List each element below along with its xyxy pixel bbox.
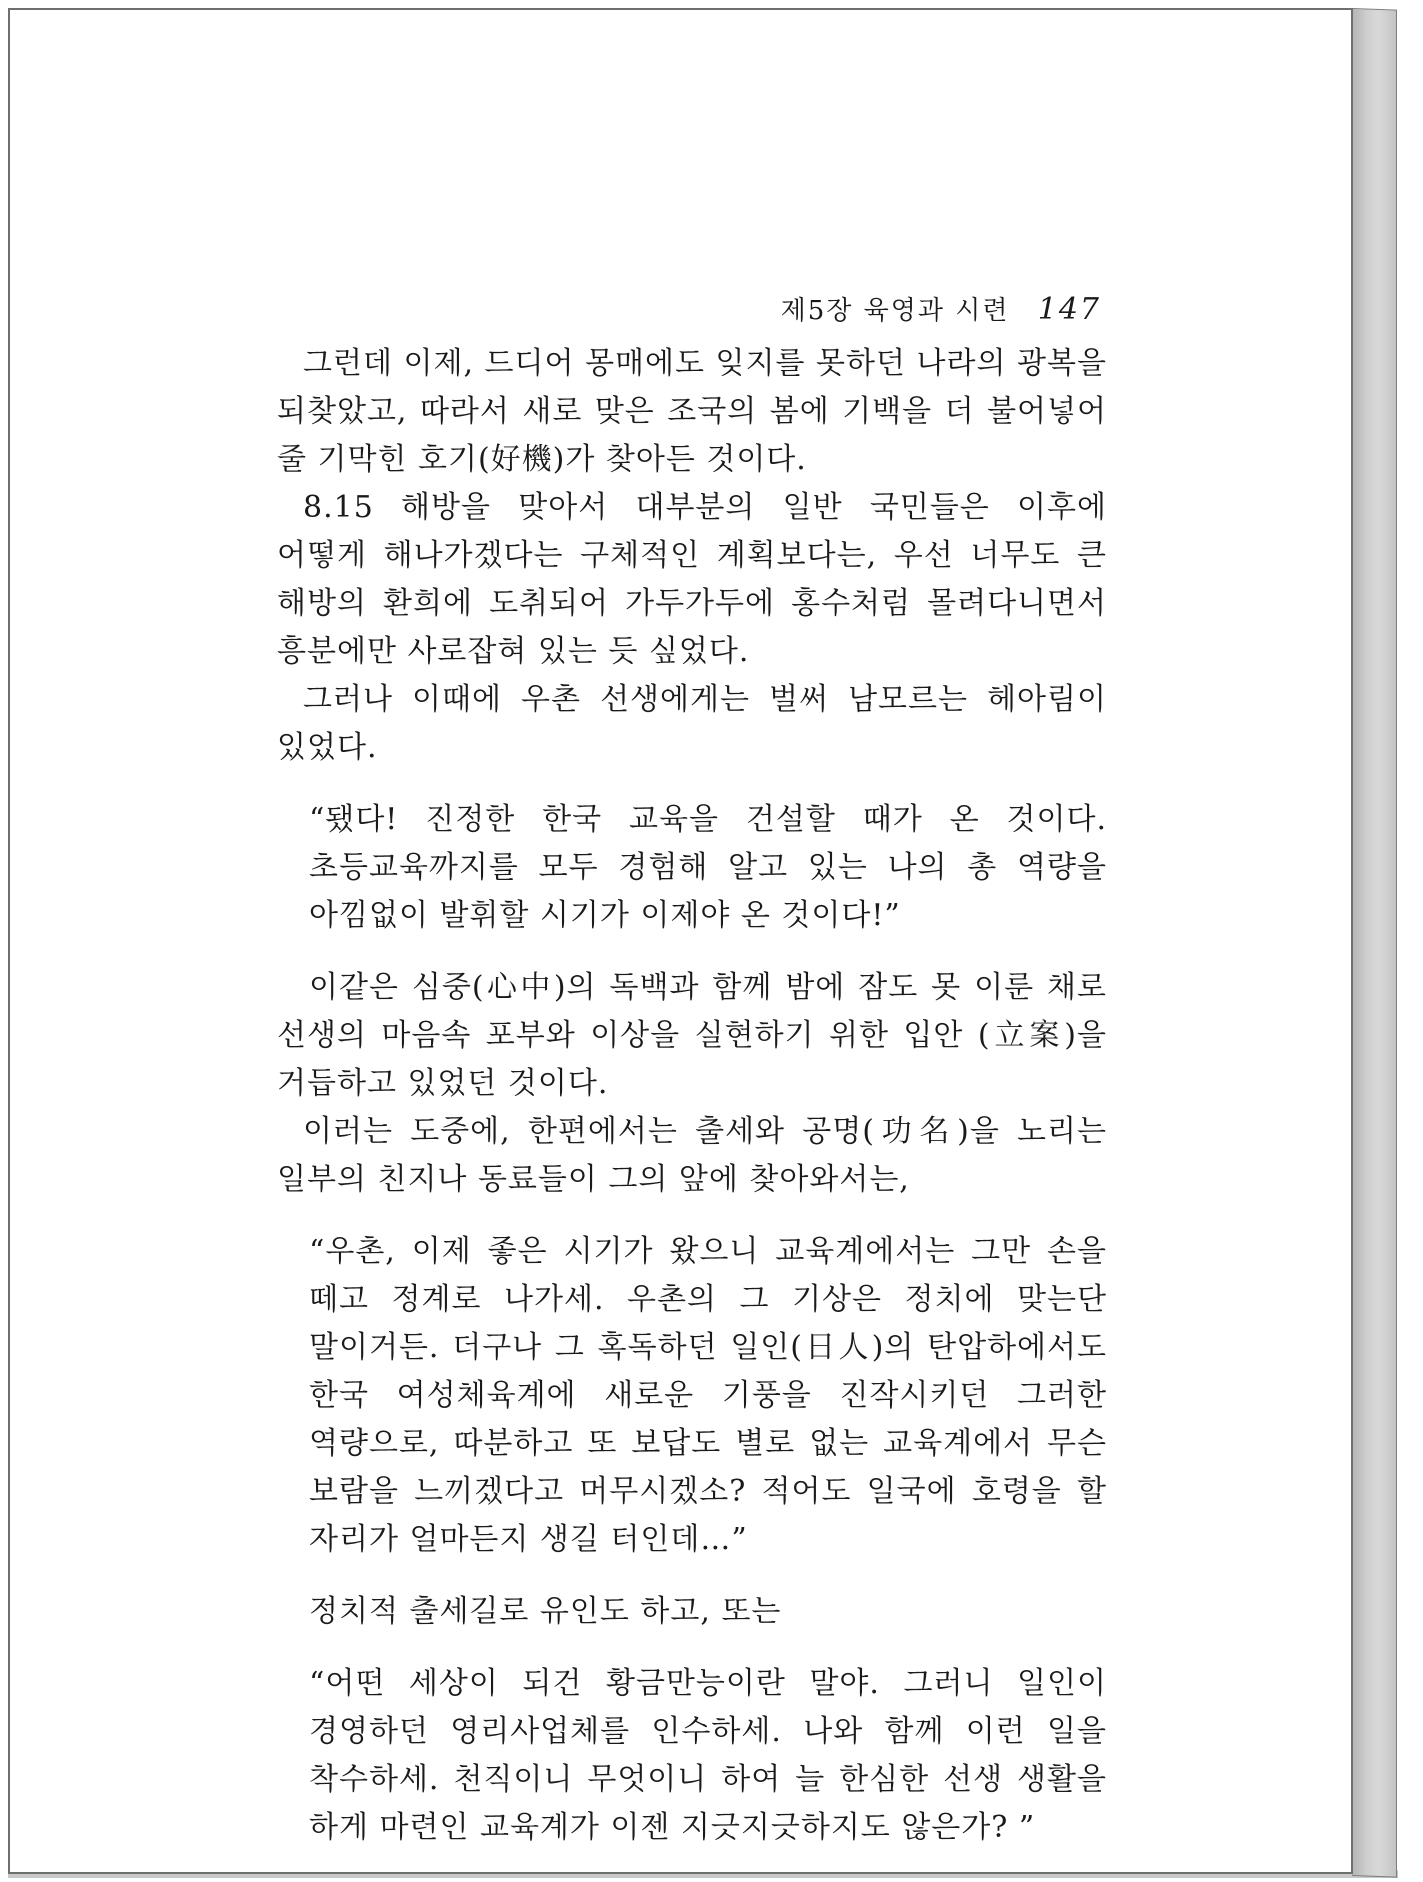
page-number: 147	[1037, 292, 1101, 327]
paragraph-1: 그런데 이제, 드디어 몽매에도 잊지를 못하던 나라의 광복을 되찾았고, 따라서 새로 맞은 조국의 봄에 기백을 더 불어넣어 줄 기막힌 호기(好機)가 찾아든 것이다.	[277, 346, 1107, 477]
page-body	[277, 340, 1107, 1876]
page-edge-right	[1352, 8, 1397, 1878]
paragraph-5: 이러는 도중에, 한편에서는 출세와 공명(功名)을 노리는 일부의 친지나 동료들이 그의 앞에 찾아와서는,	[277, 1114, 1107, 1197]
chapter-title: 제5장 육영과 시련	[780, 296, 1010, 326]
quote-3: “어떤 세상이 되건 황금만능이란 말야. 그러니 일인이 경영하던 영리사업체를 인수하세. 나와 함께 이런 일을 착수하세. 천직이니 무엇이니 하여 늘 한심한 선생 생활을 하게 마련인 교육계가 이젠 지긋지긋하지도 않은가? ”	[309, 1666, 1107, 1845]
paragraph-2: 8.15 해방을 맞아서 대부분의 일반 국민들은 이후에 어떻게 해나가겠다는 구체적인 계획보다는, 우선 너무도 큰 해방의 환희에 도취되어 가두가두에 홍수처럼 몰려다니면서 흥분에만 사로잡혀 있는 듯 싶었다.	[277, 490, 1107, 669]
quote-1: “됐다! 진정한 한국 교육을 건설할 때가 온 것이다. 초등교육까지를 모두 경험해 알고 있는 나의 총 역량을 아낌없이 발휘할 시기가 이제야 온 것이다!”	[309, 802, 1107, 933]
quote-2: “우촌, 이제 좋은 시기가 왔으니 교육계에서는 그만 손을 떼고 정계로 나가세. 우촌의 그 기상은 정치에 맞는단 말이거든. 더구나 그 혹독하던 일인(日人)의 탄압하에서도 한국 여성체육계에 새로운 기풍을 진작시키던 그러한 역량으로, 따분하고 또 보답도 별로 없는 교육계에서 무슨 보람을 느끼겠다고 머무시겠소? 적어도 일국에 호령을 할 자리가 얼마든지 생길 터인데…”	[309, 1234, 1107, 1557]
paragraph-4: 이같은 심중(心中)의 독백과 함께 밤에 잠도 못 이룬 채로 선생의 마음속 포부와 이상을 실현하기 위한 입안 (立案)을 거듭하고 있었던 것이다.	[277, 970, 1107, 1101]
paragraph-6: 정치적 출세길로 유인도 하고, 또는	[309, 1594, 782, 1629]
running-header	[781, 290, 1101, 327]
paragraph-3: 그러나 이때에 우촌 선생에게는 벌써 남모르는 헤아림이 있었다.	[277, 682, 1107, 765]
